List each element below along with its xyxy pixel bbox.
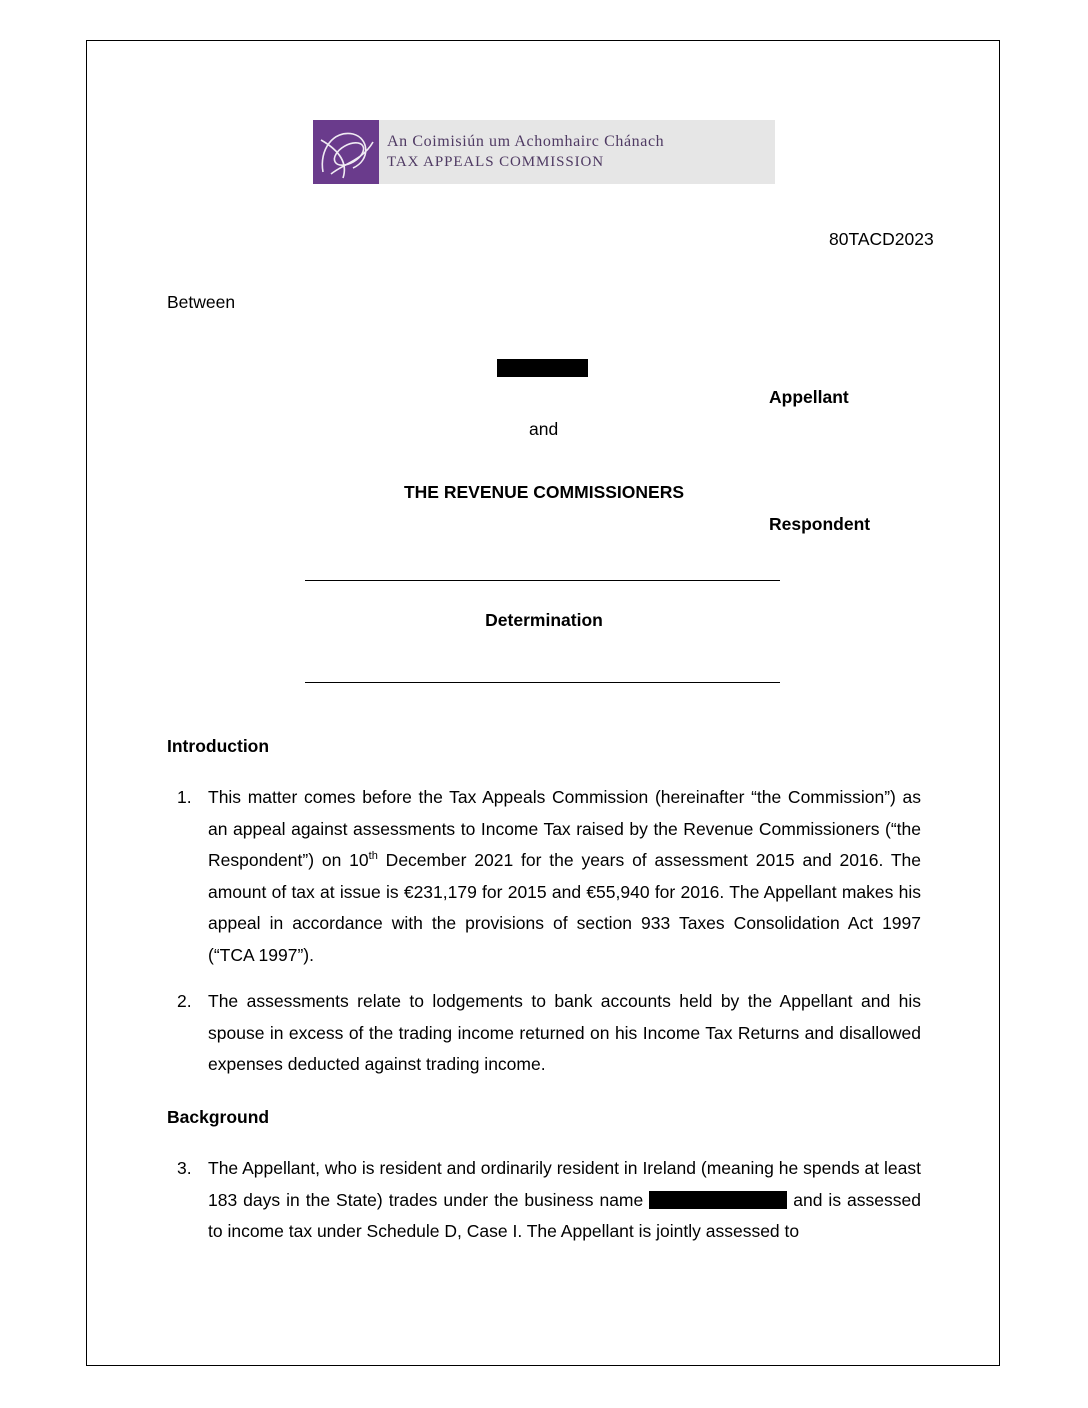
divider-top bbox=[305, 580, 780, 581]
swirl-icon bbox=[313, 120, 379, 184]
between-label: Between bbox=[167, 292, 236, 312]
paragraph-number-3: 3. bbox=[177, 1158, 192, 1178]
and-label: and bbox=[529, 419, 559, 439]
paragraph-3-text-a: The Appellant, who is resident and ordinarily resident in Ireland (meaning he spends at least 183 days in the State) trades under the business name bbox=[208, 1158, 921, 1210]
logo-english-name: TAX APPEALS COMMISSION bbox=[387, 154, 604, 170]
paragraph-number-2: 2. bbox=[177, 991, 192, 1011]
logo-emblem bbox=[313, 120, 379, 184]
paragraph-number-1: 1. bbox=[177, 787, 192, 807]
redacted-appellant-name bbox=[497, 359, 588, 377]
respondent-label: Respondent bbox=[769, 514, 871, 534]
paragraph-1-text-a: This matter comes before the Tax Appeals Commission (hereinafter “the Commission”) as an appeal against assessments to Income Tax raised by the Revenue Commissioners (“the Respondent”) on 10 bbox=[208, 787, 921, 870]
respondent-name: THE REVENUE COMMISSIONERS bbox=[403, 482, 685, 502]
divider-bottom bbox=[305, 682, 780, 683]
ordinal-suffix: th bbox=[368, 850, 378, 863]
background-heading: Background bbox=[167, 1107, 270, 1127]
document-title: Determination bbox=[485, 610, 603, 630]
paragraph-2: The assessments relate to lodgements to bank accounts held by the Appellant and his spouse in excess of the trading income returned on his Income Tax Returns and disallowed expenses deducted against trading income. bbox=[208, 991, 921, 1074]
redacted-business-name bbox=[649, 1191, 787, 1209]
commission-logo bbox=[313, 120, 775, 184]
paragraph-1 bbox=[208, 782, 921, 971]
case-reference: 80TACD2023 bbox=[829, 229, 934, 249]
logo-irish-name: An Coimisiún um Achomhairc Chánach bbox=[387, 133, 665, 150]
paragraph-1-text-b: December 2021 for the years of assessment 2015 and 2016. The amount of tax at issue is €231,179 for 2015 and €55,940 for 2016. The Appellant makes his appeal in accordance with the provisions of section 933 Taxes Consolidation Act 1997 (“TCA 1997”). bbox=[208, 850, 921, 965]
paragraph-3 bbox=[208, 1153, 921, 1248]
paragraph-3-text-b: and is assessed to income tax under Schedule D, Case I. The Appellant is jointly assessed to bbox=[208, 1189, 921, 1241]
introduction-heading: Introduction bbox=[167, 736, 270, 756]
appellant-label: Appellant bbox=[769, 387, 849, 407]
